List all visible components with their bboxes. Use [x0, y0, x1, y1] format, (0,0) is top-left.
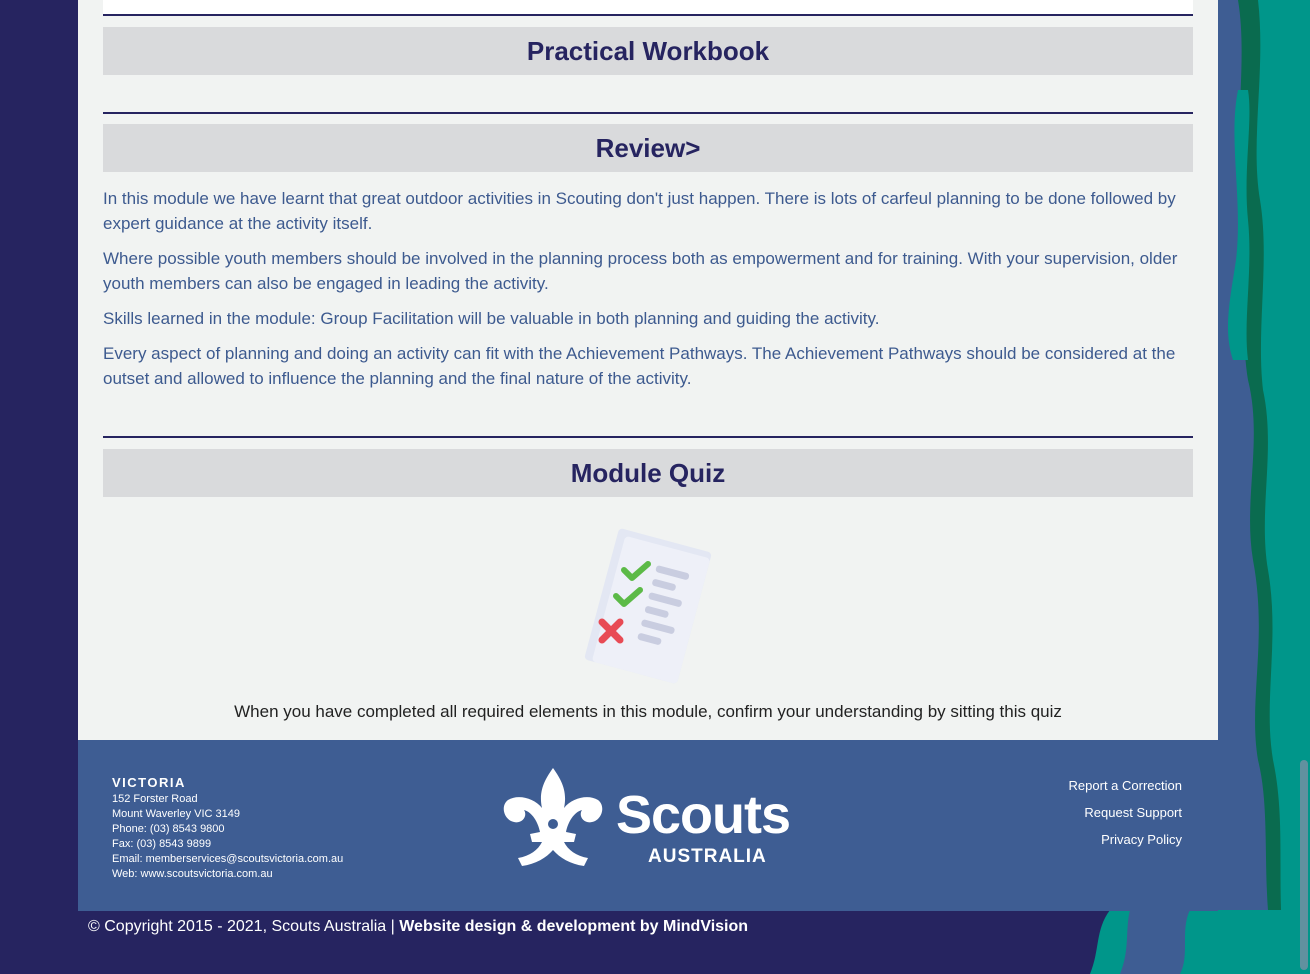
review-body — [103, 186, 1193, 401]
section-divider — [103, 436, 1193, 438]
review-paragraph: Where possible youth members should be involved in the planning process both as empowerment and for training. With your supervision, older youth members can also be engaged in leading the activity. — [103, 249, 1178, 293]
privacy-policy-link[interactable]: Privacy Policy — [1101, 832, 1182, 847]
decorative-background-bottom — [1080, 910, 1310, 974]
footer-links — [1069, 778, 1182, 859]
review-heading[interactable]: Review> — [103, 124, 1193, 172]
footer-address — [112, 775, 343, 882]
practical-workbook-heading[interactable]: Practical Workbook — [103, 27, 1193, 75]
footer-email[interactable]: Email: memberservices@scoutsvictoria.com.au — [112, 853, 344, 865]
copyright-line — [88, 918, 748, 936]
review-paragraph: Skills learned in the module: Group Facilitation will be valuable in both planning and guiding the activity. — [103, 309, 880, 328]
review-paragraph: Every aspect of planning and doing an activity can fit with the Achievement Pathways. The Achievement Pathways should be considered at the outset and allowed to influence the planning and the final nature of the activity. — [103, 344, 1176, 388]
footer-street: 152 Forster Road — [112, 793, 198, 805]
copyright-text: © Copyright 2015 - 2021, Scouts Australia | — [88, 918, 395, 935]
footer-fax: Fax: (03) 8543 9899 — [112, 838, 212, 850]
page-scrollbar[interactable] — [1300, 760, 1308, 970]
fleur-de-lis-icon — [498, 764, 608, 870]
quiz-description: When you have completed all required elements in this module, confirm your understanding by sitting this quiz — [234, 702, 1062, 721]
request-support-link[interactable]: Request Support — [1084, 805, 1182, 820]
report-correction-link[interactable]: Report a Correction — [1068, 778, 1182, 793]
mindvision-credit-link[interactable]: Website design & development by MindVision — [399, 918, 749, 935]
footer-state: VICTORIA — [112, 775, 186, 790]
module-content — [78, 0, 1218, 740]
section-divider — [103, 112, 1193, 114]
quiz-checklist-icon[interactable] — [578, 528, 718, 684]
footer-phone: Phone: (03) 8543 9800 — [112, 823, 225, 835]
footer-web[interactable]: Web: www.scoutsvictoria.com.au — [112, 868, 273, 880]
logo-subtitle: AUSTRALIA — [648, 846, 767, 867]
review-paragraph: In this module we have learnt that great outdoor activities in Scouting don't just happen. There is lots of carfeul planning to be done followed by expert guidance at the activity itself. — [103, 189, 1176, 233]
decorative-background-right — [1218, 0, 1310, 974]
scouts-australia-logo[interactable] — [498, 764, 798, 874]
previous-section-card — [103, 0, 1193, 16]
module-quiz-heading[interactable]: Module Quiz — [103, 449, 1193, 497]
site-footer — [78, 740, 1218, 911]
footer-suburb: Mount Waverley VIC 3149 — [112, 808, 240, 820]
logo-wordmark: Scouts — [616, 785, 791, 845]
